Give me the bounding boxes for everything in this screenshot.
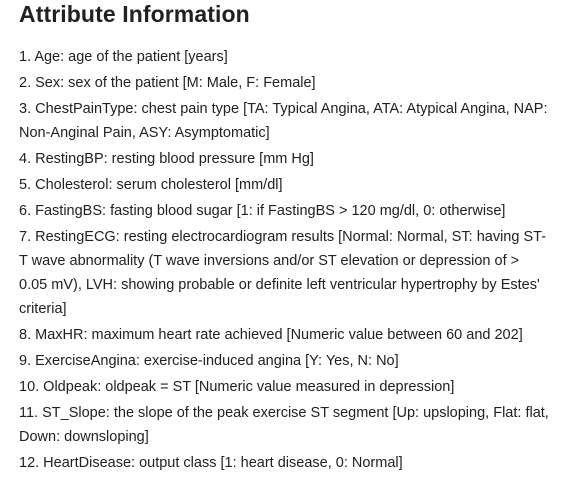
attribute-item-age: 1. Age: age of the patient [years] <box>19 49 228 65</box>
attribute-item-oldpeak: 10. Oldpeak: oldpeak = ST [Numeric value measured in depression] <box>19 379 455 395</box>
attribute-item-fasting-bs: 6. FastingBS: fasting blood sugar [1: if FastingBS > 120 mg/dl, 0: otherwise] <box>19 203 506 219</box>
attribute-item-chest-pain-type: 3. ChestPainType: chest pain type [TA: Typical Angina, ATA: Atypical Angina, NAP: Non-Anginal Pain, ASY: Asymptomatic] <box>19 101 548 141</box>
attribute-item-sex: 2. Sex: sex of the patient [M: Male, F: Female] <box>19 75 316 91</box>
attribute-item-exercise-angina: 9. ExerciseAngina: exercise-induced angina [Y: Yes, N: No] <box>19 353 399 369</box>
attribute-item-cholesterol: 5. Cholesterol: serum cholesterol [mm/dl] <box>19 177 283 193</box>
attribute-item-heart-disease: 12. HeartDisease: output class [1: heart disease, 0: Normal] <box>19 455 403 471</box>
attribute-item-resting-bp: 4. RestingBP: resting blood pressure [mm Hg] <box>19 151 314 167</box>
attribute-item-st-slope: 11. ST_Slope: the slope of the peak exercise ST segment [Up: upsloping, Flat: flat, Down: downsloping] <box>19 405 549 445</box>
attribute-item-max-hr: 8. MaxHR: maximum heart rate achieved [Numeric value between 60 and 202] <box>19 327 523 343</box>
page-title: Attribute Information <box>19 1 250 27</box>
attribute-list <box>19 45 549 475</box>
attribute-item-resting-ecg: 7. RestingECG: resting electrocardiogram results [Normal: Normal, ST: having ST-T wave abnormality (T wave inversions and/or ST elevation or depression of > 0.05 mV), LVH: showing probable or definite left ventricular hypertrophy by Estes' criteria] <box>19 229 547 317</box>
